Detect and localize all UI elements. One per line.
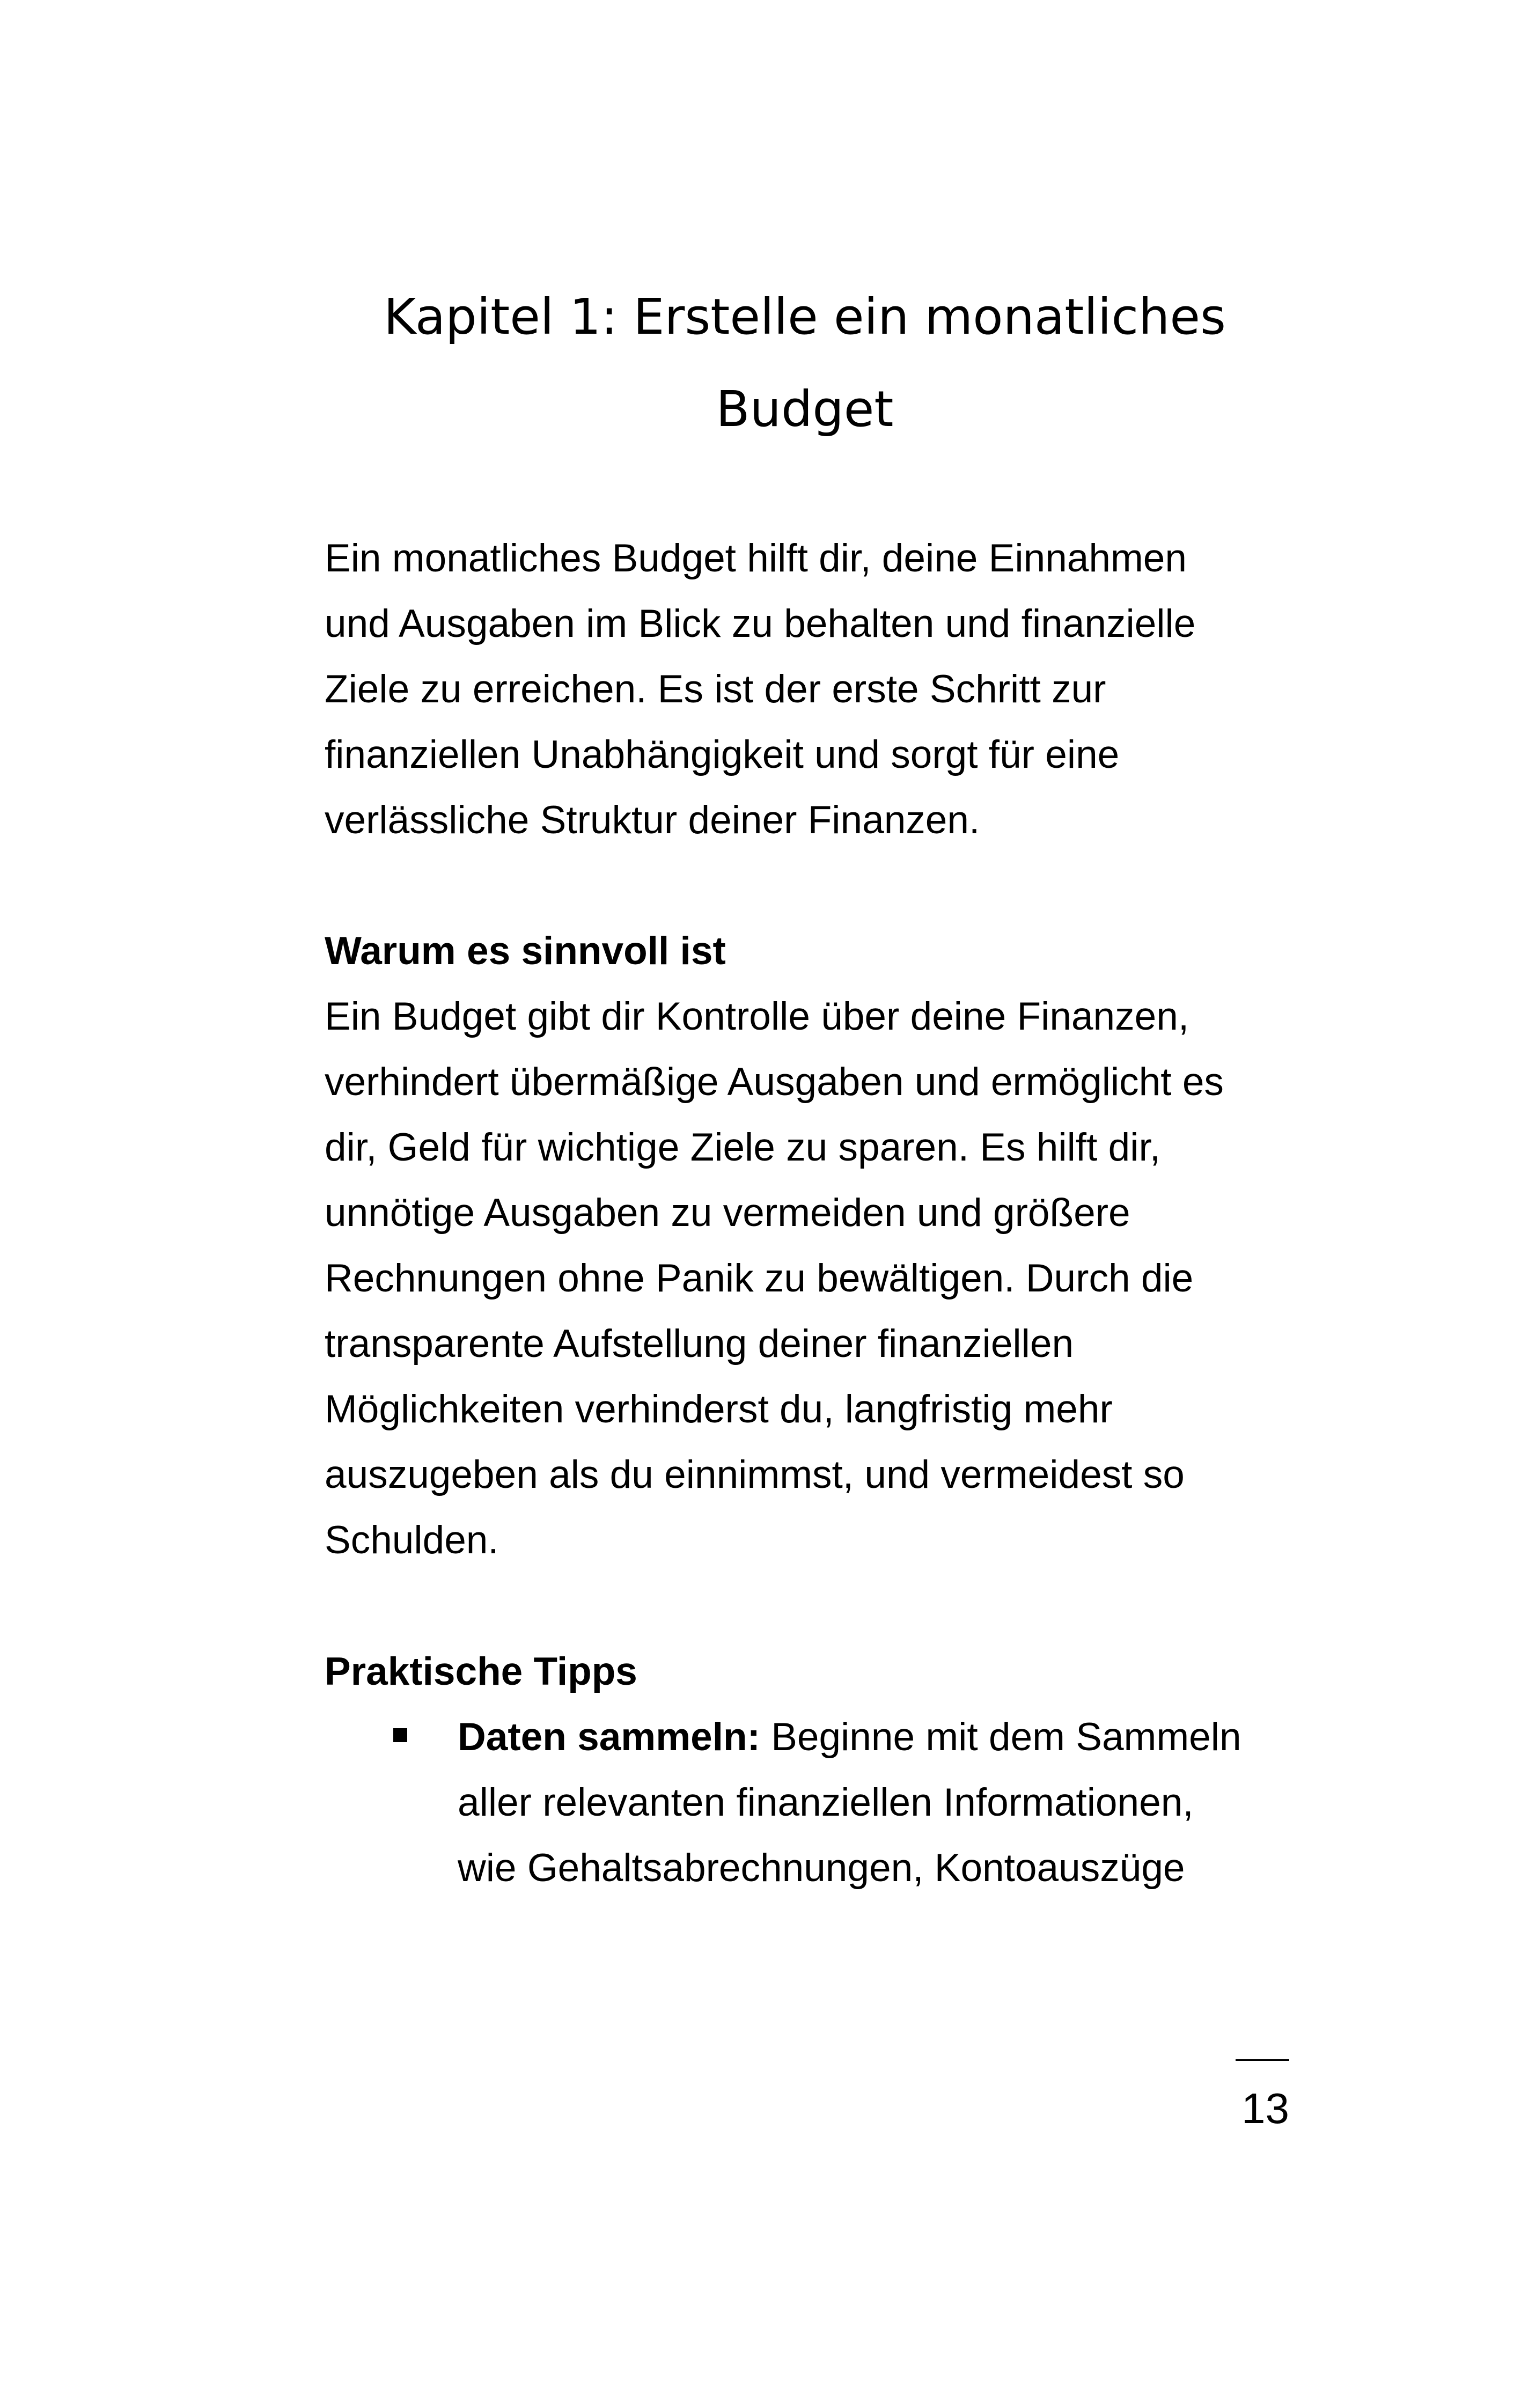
chapter-title-line-1: Kapitel 1: Erstelle ein monatliches bbox=[384, 288, 1226, 346]
intro-line: verlässliche Struktur deiner Finanzen. bbox=[325, 798, 980, 842]
square-bullet-icon bbox=[393, 1728, 407, 1742]
tips-list bbox=[325, 1705, 1306, 1901]
section-heading-why: Warum es sinnvoll ist bbox=[325, 929, 726, 973]
tip-line-3: wie Gehaltsabrechnungen, Kontoauszüge bbox=[458, 1846, 1185, 1890]
why-line: Möglichkeiten verhinderst du, langfristig mehr bbox=[325, 1387, 1113, 1431]
chapter-title-line-2: Budget bbox=[716, 380, 894, 438]
why-line: Rechnungen ohne Panik zu bewältigen. Durch die bbox=[325, 1257, 1194, 1300]
intro-line: und Ausgaben im Blick zu behalten und finanzielle bbox=[325, 602, 1196, 645]
why-line: Schulden. bbox=[325, 1518, 499, 1562]
page-number: 13 bbox=[1241, 2084, 1289, 2132]
tip-text: Beginne mit dem Sammeln bbox=[760, 1715, 1241, 1759]
tip-term: Daten sammeln: bbox=[458, 1715, 760, 1759]
chapter-title bbox=[322, 271, 1288, 456]
why-line: dir, Geld für wichtige Ziele zu sparen. Es hilft dir, bbox=[325, 1126, 1161, 1169]
why-line: verhindert übermäßige Ausgaben und ermöglicht es bbox=[325, 1060, 1224, 1104]
section-heading-tips: Praktische Tipps bbox=[325, 1650, 637, 1693]
why-line: unnötige Ausgaben zu vermeiden und größere bbox=[325, 1191, 1130, 1235]
why-line: Ein Budget gibt dir Kontrolle über deine Finanzen, bbox=[325, 995, 1189, 1038]
intro-line: Ein monatliches Budget hilft dir, deine Einnahmen bbox=[325, 537, 1187, 580]
list-item bbox=[325, 1705, 1306, 1901]
page-number-rule bbox=[1236, 2059, 1289, 2061]
tip-line-1 bbox=[458, 1705, 1306, 1770]
intro-line: Ziele zu erreichen. Es ist der erste Schritt zur bbox=[325, 667, 1106, 711]
tips-section bbox=[325, 1639, 1306, 1901]
intro-paragraph bbox=[325, 526, 1306, 853]
intro-line: finanziellen Unabhängigkeit und sorgt für eine bbox=[325, 733, 1120, 776]
why-line: auszugeben als du einnimmst, und vermeidest so bbox=[325, 1453, 1185, 1496]
why-section bbox=[325, 919, 1306, 1573]
tip-line-2: aller relevanten finanziellen Informationen, bbox=[458, 1781, 1194, 1824]
why-line: transparente Aufstellung deiner finanziellen bbox=[325, 1322, 1074, 1365]
